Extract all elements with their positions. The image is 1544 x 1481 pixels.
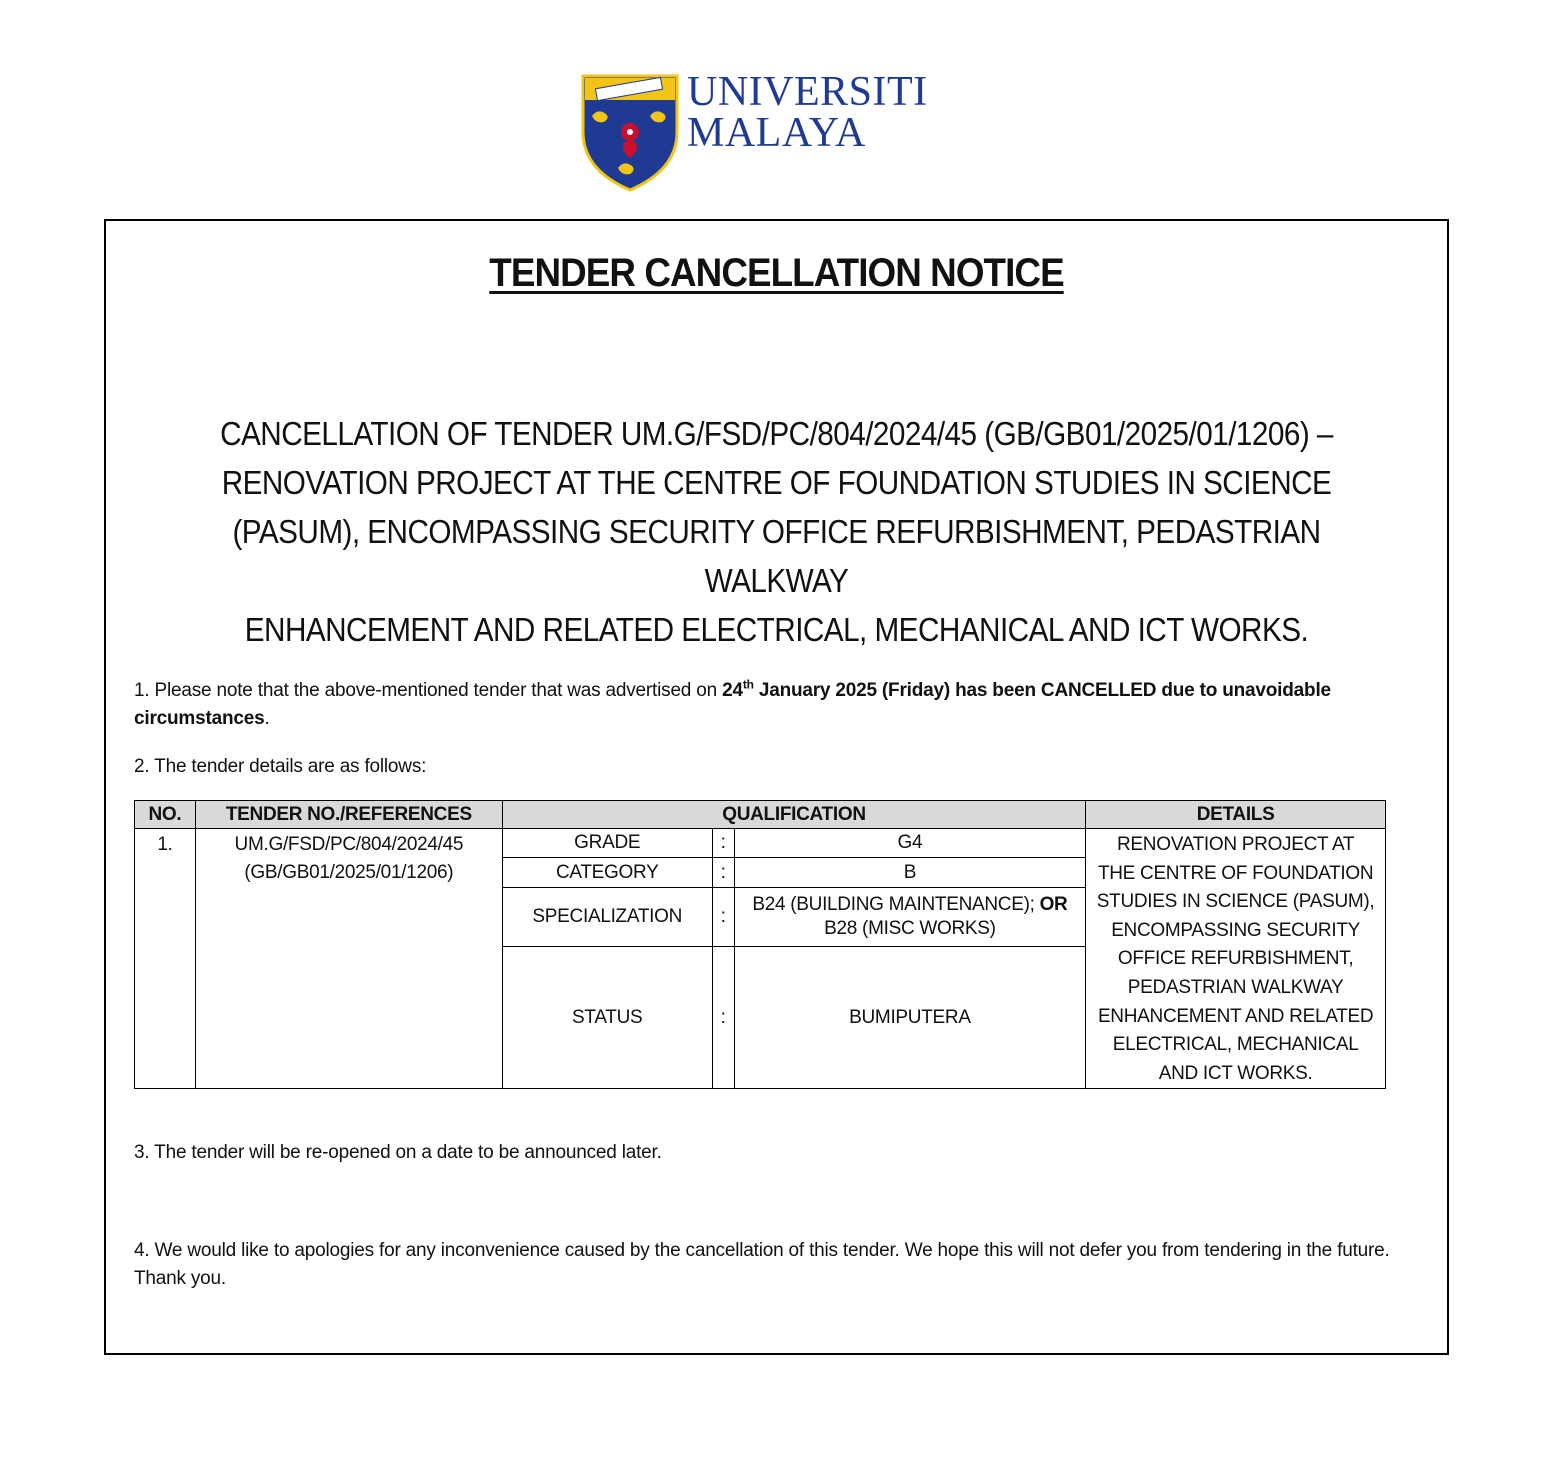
- header-qualification: QUALIFICATION: [502, 801, 1085, 829]
- header-no: NO.: [135, 801, 196, 829]
- paragraph-2: 2. The tender details are as follows:: [134, 756, 427, 777]
- header-details: DETAILS: [1086, 801, 1386, 829]
- grade-label: GRADE: [502, 829, 712, 858]
- cell-no: 1.: [135, 829, 196, 1089]
- university-name-line1: UNIVERSITI: [687, 69, 928, 115]
- table-row: [135, 829, 1386, 858]
- paragraph-4: 4. We would like to apologies for any inconvenience caused by the cancellation of this tender. We hope this will not defer you from tendering in the future. Thank you.: [134, 1240, 1390, 1289]
- university-crest-logo: [580, 70, 680, 192]
- university-name: [687, 69, 928, 156]
- notice-frame: [104, 219, 1449, 1355]
- subject-line: (PASUM), ENCOMPASSING SECURITY OFFICE REFURBISHMENT, PEDASTRIAN WALKWAY: [232, 513, 1321, 599]
- specialization-value: B24 (BUILDING MAINTENANCE); OR B28 (MISC WORKS): [734, 887, 1086, 946]
- separator: :: [712, 829, 734, 858]
- table-header-row: [135, 801, 1386, 829]
- university-name-line2: MALAYA: [687, 110, 866, 156]
- subject-line: CANCELLATION OF TENDER UM.G/FSD/PC/804/2024/45 (GB/GB01/2025/01/1206) –: [220, 415, 1333, 452]
- status-value: BUMIPUTERA: [734, 946, 1086, 1088]
- cell-details: RENOVATION PROJECT AT THE CENTRE OF FOUNDATION STUDIES IN SCIENCE (PASUM), ENCOMPASSING SECURITY OFFICE REFURBISHMENT, PEDASTRIAN WALKWAY ENHANCEMENT AND RELATED ELECTRICAL, MECHANICAL AND ICT WORKS.: [1086, 829, 1386, 1089]
- notice-subject: [191, 409, 1362, 654]
- subject-line: RENOVATION PROJECT AT THE CENTRE OF FOUNDATION STUDIES IN SCIENCE: [221, 464, 1332, 501]
- header-tender: TENDER NO./REFERENCES: [195, 801, 502, 829]
- advertised-date: 24th January 2025 (Friday) has been CANCELLED due to unavoidable circumstances: [134, 677, 1331, 729]
- notice-title: TENDER CANCELLATION NOTICE: [489, 251, 1064, 295]
- separator: :: [712, 858, 734, 887]
- specialization-label: SPECIALIZATION: [502, 887, 712, 946]
- paragraph-1: 1. Please note that the above-mentioned tender that was advertised on 24th January 2025 (Friday) has been CANCELLED due to unavoidable circumstances.: [134, 677, 1331, 729]
- tender-number: UM.G/FSD/PC/804/2024/45: [234, 834, 464, 855]
- separator: :: [712, 946, 734, 1088]
- subject-line: ENHANCEMENT AND RELATED ELECTRICAL, MECHANICAL AND ICT WORKS.: [244, 611, 1309, 648]
- tender-reference: (GB/GB01/2025/01/1206): [244, 862, 454, 883]
- paragraph-3: 3. The tender will be re-opened on a date to be announced later.: [134, 1142, 662, 1163]
- category-label: CATEGORY: [502, 858, 712, 887]
- grade-value: G4: [734, 829, 1086, 858]
- status-label: STATUS: [502, 946, 712, 1088]
- category-value: B: [734, 858, 1086, 887]
- cell-tender-ref: [195, 829, 502, 1089]
- separator: :: [712, 887, 734, 946]
- university-header: [580, 70, 980, 195]
- tender-details-table: [134, 800, 1386, 1089]
